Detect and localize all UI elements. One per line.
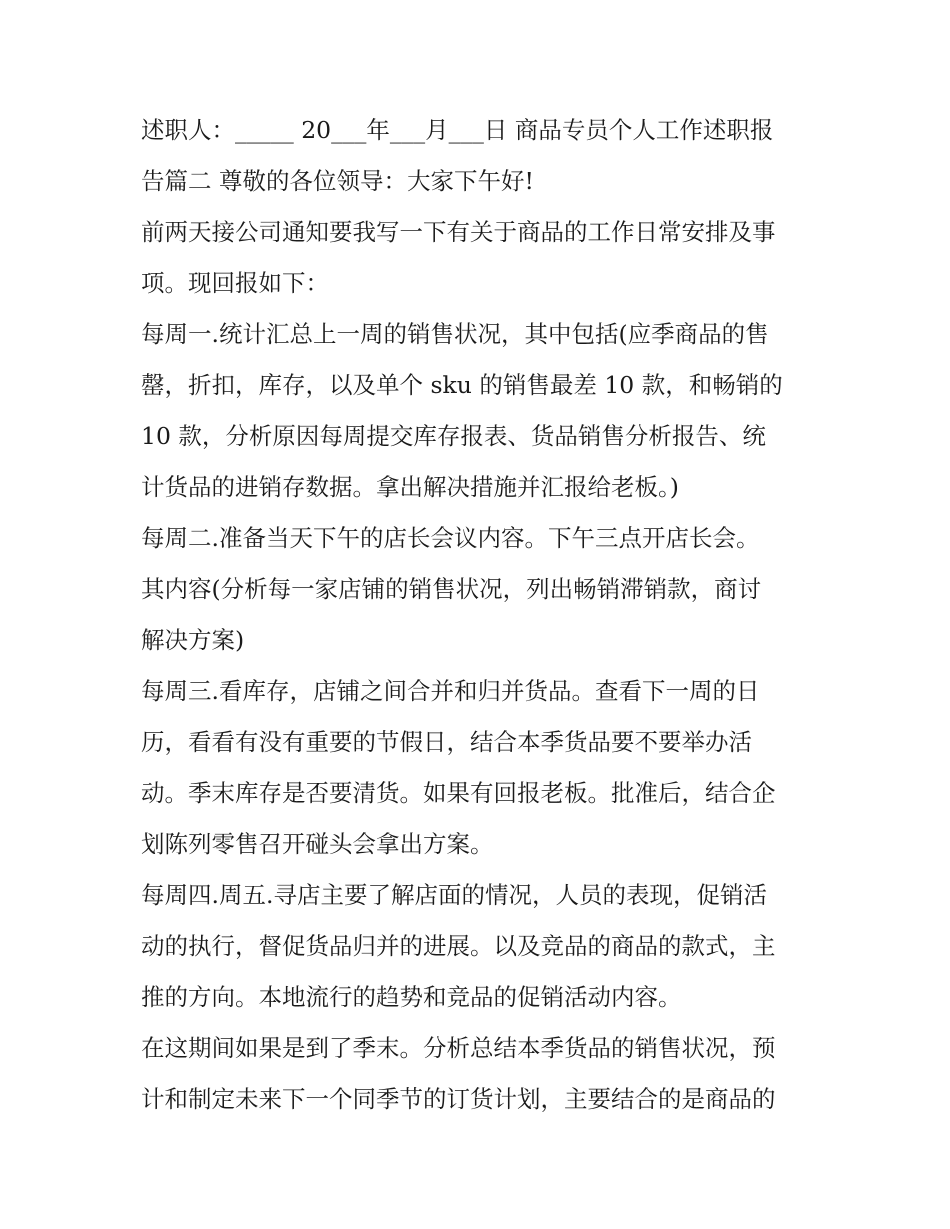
- text-line: 其内容(分析每一家店铺的销售状况，列出畅销滞销款，商讨: [141, 575, 762, 603]
- text-line: 告篇二 尊敬的各位领导：大家下午好!: [141, 167, 534, 195]
- text-line: 历，看看有没有重要的节假日，结合本季货品要不要举办活: [141, 728, 752, 756]
- document-body: [141, 105, 821, 1125]
- text-line: 每周四.周五.寻店主要了解店面的情况，人员的表现，促销活: [141, 881, 767, 909]
- text-line: 划陈列零售召开碰头会拿出方案。: [141, 830, 494, 858]
- text-line: 在这期间如果是到了季末。分析总结本季货品的销售状况，预: [141, 1034, 776, 1062]
- text-line: 每周一.统计汇总上一周的销售状况，其中包括(应季商品的售: [141, 320, 769, 348]
- text-line: 罄，折扣，库存，以及单个 sku 的销售最差 10 款，和畅销的: [141, 371, 783, 399]
- text-line: 动的执行，督促货品归并的进展。以及竞品的商品的款式，主: [141, 932, 776, 960]
- text-line: 推的方向。本地流行的趋势和竞品的促销活动内容。: [141, 983, 682, 1011]
- text-line: 前两天接公司通知要我写一下有关于商品的工作日常安排及事: [141, 218, 776, 246]
- text-line: 解决方案): [141, 626, 245, 654]
- text-line: 每周二.准备当天下午的店长会议内容。下午三点开店长会。: [141, 524, 760, 552]
- text-line: 述职人：_____ 20___年___月___日 商品专员个人工作述职报: [141, 116, 774, 144]
- text-line: 每周三.看库存，店铺之间合并和归并货品。查看下一周的日: [141, 677, 760, 705]
- text-line: 动。季末库存是否要清货。如果有回报老板。批准后，结合企: [141, 779, 776, 807]
- text-line: 计货品的进销存数据。拿出解决措施并汇报给老板。): [141, 473, 679, 501]
- text-line: 项。现回报如下：: [141, 269, 329, 297]
- text-line: 计和制定未来下一个同季节的订货计划，主要结合的是商品的: [141, 1085, 776, 1113]
- text-line: 10 款，分析原因每周提交库存报表、货品销售分析报告、统: [141, 422, 766, 450]
